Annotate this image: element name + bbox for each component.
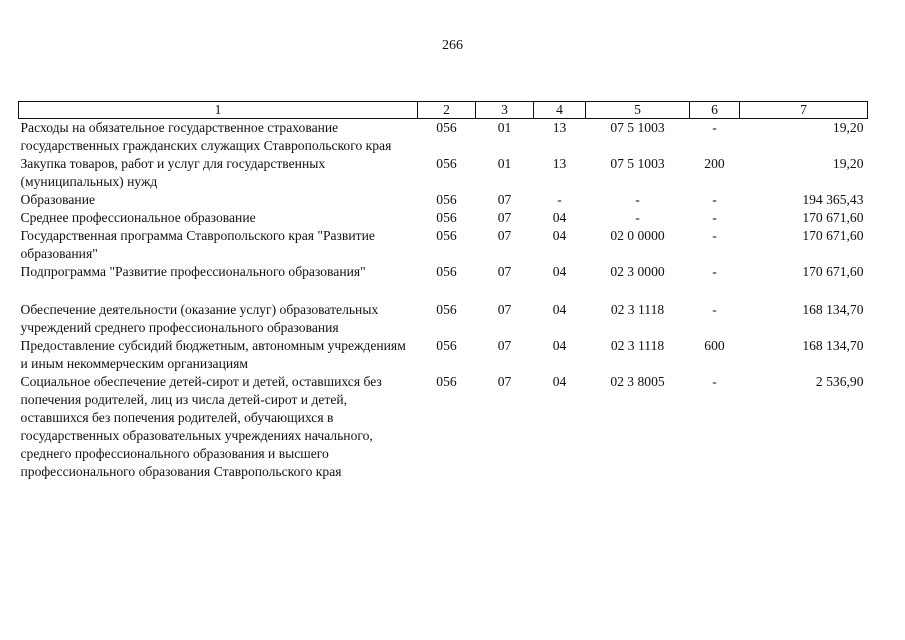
table-row (19, 373, 868, 481)
row-name: Закупка товаров, работ и услуг для государственных (муниципальных) нужд (20, 156, 326, 189)
row-subsection: 04 (552, 210, 567, 225)
row-spacer (19, 281, 868, 301)
row-grbs: 056 (436, 374, 457, 389)
row-expense-type: 600 (704, 338, 725, 353)
row-expense-type: - (712, 374, 717, 389)
table-row (19, 263, 868, 281)
row-target-article: 02 3 8005 (610, 374, 665, 389)
header-row (19, 102, 868, 119)
row-target-article: 02 3 0000 (610, 264, 665, 279)
row-section: 07 (497, 228, 512, 243)
row-grbs: 056 (436, 192, 457, 207)
row-expense-type: - (712, 192, 717, 207)
row-subsection: 13 (552, 156, 567, 171)
row-name: Среднее профессиональное образование (20, 210, 256, 225)
row-expense-type: 200 (704, 156, 725, 171)
row-expense-type: - (712, 228, 717, 243)
row-section: 07 (497, 374, 512, 389)
row-section: 07 (497, 338, 512, 353)
row-section: 01 (497, 120, 512, 135)
row-grbs: 056 (436, 302, 457, 317)
row-amount: 170 671,60 (802, 210, 864, 225)
table-row (19, 119, 868, 156)
row-grbs: 056 (436, 228, 457, 243)
row-grbs: 056 (436, 210, 457, 225)
table-row (19, 227, 868, 263)
row-name: Образование (20, 192, 96, 207)
row-name: Социальное обеспечение детей-сирот и детей, оставшихся без попечения родителей, лиц из числа детей-сирот и детей, оставшихся без попечения родителей, обучающихся в государственных образовательных учреждениях начального, среднего профессионального образования и высшего профессионального образования Ставропольского края (20, 374, 382, 479)
row-name: Предоставление субсидий бюджетным, автономным учреждениям и иным некоммерческим организациям (20, 338, 406, 371)
row-subsection: 13 (552, 120, 567, 135)
table-row (19, 209, 868, 227)
row-section: 07 (497, 302, 512, 317)
row-expense-type: - (712, 210, 717, 225)
table-row (19, 155, 868, 191)
row-subsection: 04 (552, 228, 567, 243)
row-grbs: 056 (436, 156, 457, 171)
row-expense-type: - (712, 264, 717, 279)
row-section: 07 (497, 192, 512, 207)
row-subsection: 04 (552, 264, 567, 279)
table-row (19, 191, 868, 209)
row-subsection: 04 (552, 302, 567, 317)
budget-table (18, 101, 868, 481)
table-row (19, 337, 868, 373)
header-col-6: 6 (690, 102, 740, 119)
row-grbs: 056 (436, 120, 457, 135)
row-expense-type: - (712, 302, 717, 317)
row-section: 01 (497, 156, 512, 171)
table-row (19, 301, 868, 337)
page-number: 266 (442, 38, 463, 53)
row-target-article: 02 3 1118 (610, 302, 665, 317)
row-subsection: 04 (552, 338, 567, 353)
row-amount: 19,20 (832, 120, 864, 135)
row-section: 07 (497, 264, 512, 279)
row-target-article: - (635, 192, 640, 207)
header-col-4: 4 (534, 102, 586, 119)
row-name: Подпрограмма "Развитие профессионального образования" (20, 264, 366, 279)
row-amount: 19,20 (832, 156, 864, 171)
header-col-1: 1 (19, 102, 418, 119)
header-col-3: 3 (476, 102, 534, 119)
row-target-article: 07 5 1003 (610, 156, 665, 171)
row-name: Государственная программа Ставропольского края "Развитие образования" (20, 228, 375, 261)
header-col-2: 2 (418, 102, 476, 119)
row-amount: 194 365,43 (802, 192, 864, 207)
header-col-7: 7 (740, 102, 868, 119)
row-amount: 170 671,60 (802, 228, 864, 243)
row-amount: 170 671,60 (802, 264, 864, 279)
row-target-article: 07 5 1003 (610, 120, 665, 135)
row-target-article: 02 0 0000 (610, 228, 665, 243)
row-subsection: - (557, 192, 562, 207)
row-amount: 168 134,70 (802, 302, 864, 317)
row-expense-type: - (712, 120, 717, 135)
row-grbs: 056 (436, 338, 457, 353)
row-name: Обеспечение деятельности (оказание услуг) образовательных учреждений среднего профессионального образования (20, 302, 379, 335)
row-amount: 168 134,70 (802, 338, 864, 353)
row-grbs: 056 (436, 264, 457, 279)
row-subsection: 04 (552, 374, 567, 389)
row-name: Расходы на обязательное государственное страхование государственных гражданских служащих Ставропольского края (20, 120, 392, 153)
row-amount: 2 536,90 (815, 374, 864, 389)
row-target-article: 02 3 1118 (610, 338, 665, 353)
header-col-5: 5 (586, 102, 690, 119)
row-section: 07 (497, 210, 512, 225)
row-target-article: - (635, 210, 640, 225)
